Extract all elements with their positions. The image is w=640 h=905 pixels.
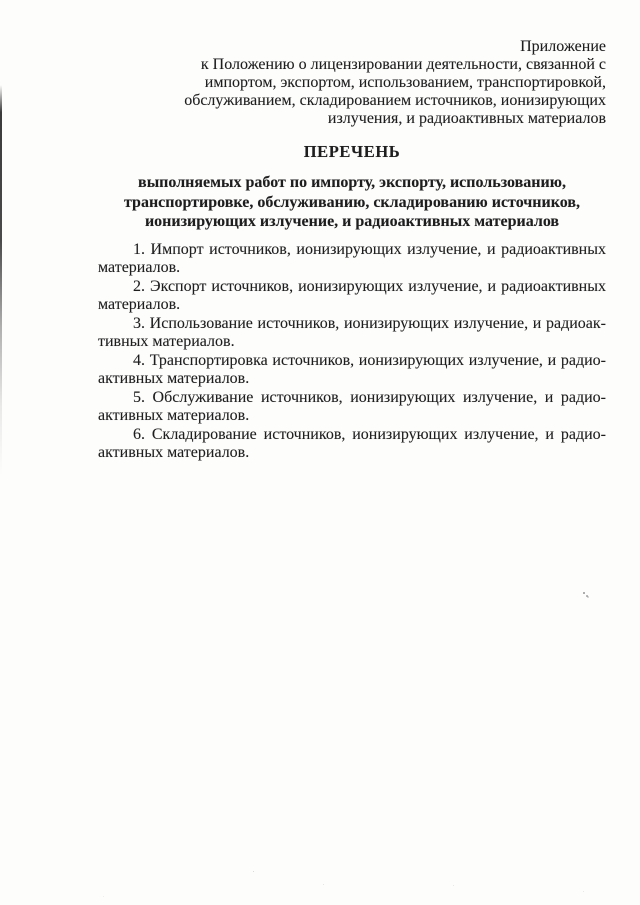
list-item-1-line-1: 1. Импорт источников, ионизирующих излучение, и радиоактивных [133, 240, 606, 258]
document-subtitle [98, 173, 606, 232]
list-item-5-line-1: 5. Обслуживание источников, ионизирующих излучение, и радио- [133, 388, 606, 406]
list-item-6-line-1: 6. Складирование источников, ионизирующих излучение, и радио- [133, 425, 606, 443]
list-item-6 [98, 426, 606, 463]
list-item-2-line-1: 2. Экспорт источников, ионизирующих излучение, и радиоактивных [133, 277, 606, 295]
subtitle-line-1: выполняемых работ по импорту, экспорту, использованию, [138, 174, 566, 191]
list-item-5-line-2: активных материалов. [98, 407, 250, 424]
list-item-6-line-2: активных материалов. [98, 444, 250, 461]
subtitle-line-2: транспортировке, обслуживанию, складированию источников, [124, 193, 580, 211]
list-item-2-line-2: материалов. [98, 296, 181, 313]
list-item-2 [98, 278, 606, 315]
appendix-header [98, 38, 606, 128]
appendix-header-line-3: импортом, экспортом, использованием, транспортировкой, [204, 74, 606, 91]
appendix-header-line-5: излучения, и радиоактивных материалов [327, 110, 606, 127]
appendix-header-line-1: Приложение [520, 38, 606, 55]
list-item-5 [98, 389, 606, 426]
scan-speck-artifact [583, 592, 585, 594]
scan-dust-artifact [253, 871, 254, 872]
list-item-3-line-2: тивных материалов. [98, 333, 235, 350]
document-title: ПЕРЕЧЕНЬ [303, 142, 401, 161]
appendix-header-line-2: к Положению о лицензировании деятельности, связанной с [200, 56, 606, 73]
list-item-3-line-1: 3. Использование источников, ионизирующих излучение, и радиоак- [133, 314, 606, 332]
list-item-4-line-2: активных материалов. [98, 370, 250, 387]
subtitle-line-3: ионизирующих излучение, и радиоактивных материалов [144, 213, 560, 230]
list-item-4-line-1: 4. Транспортировка источников, ионизирующих излучение, и радио- [133, 351, 606, 369]
works-list [98, 241, 606, 463]
appendix-header-line-4: обслуживанием, складированием источников, ионизирующих [184, 92, 606, 109]
list-item-1 [98, 241, 606, 278]
list-item-4 [98, 352, 606, 389]
list-item-3 [98, 315, 606, 352]
list-item-1-line-2: материалов. [98, 259, 181, 276]
